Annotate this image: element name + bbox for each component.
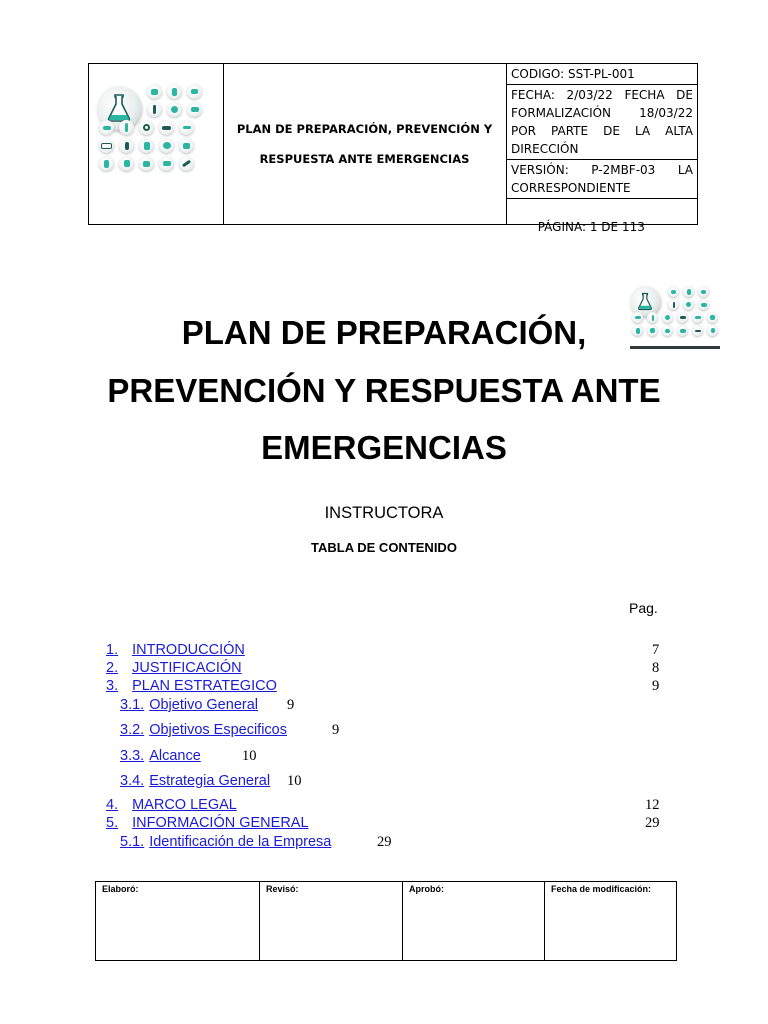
toc-item-number[interactable]: 3. xyxy=(106,678,119,694)
toc-item-page: 29 xyxy=(377,834,392,850)
medical-icon xyxy=(119,156,134,171)
toc-item-number[interactable]: 3.2. xyxy=(120,722,145,738)
toc-item-estrategia-general[interactable] xyxy=(120,772,270,790)
toc-item-label[interactable]: JUSTIFICACIÓN xyxy=(132,660,242,676)
elaboro-cell xyxy=(96,882,260,960)
document-code: CODIGO: SST-PL-001 xyxy=(507,64,697,85)
document-title-line1: PLAN DE PREPARACIÓN, xyxy=(181,314,587,351)
medical-icon xyxy=(698,286,709,297)
medical-icon xyxy=(683,299,694,310)
toc-item-objetivos-especificos[interactable] xyxy=(120,721,287,739)
medical-icon xyxy=(187,84,202,99)
header-logo-cell xyxy=(89,64,224,224)
reviso-label: Revisó: xyxy=(266,884,299,894)
toc-item-identificacion-empresa[interactable] xyxy=(120,833,331,851)
medical-icon xyxy=(159,120,174,135)
toc-item-number[interactable]: 3.1. xyxy=(120,697,145,713)
header-title-line2: RESPUESTA ANTE EMERGENCIAS xyxy=(259,152,470,166)
aprobo-label: Aprobó: xyxy=(409,884,444,894)
toc-item-page: 10 xyxy=(242,748,257,764)
toc-item-number[interactable]: 5.1. xyxy=(120,834,145,850)
medical-icon xyxy=(668,286,679,297)
reviso-cell xyxy=(260,882,403,960)
medical-icon xyxy=(99,138,114,153)
syringe-icon xyxy=(179,156,194,171)
medical-cross-icon xyxy=(179,120,194,135)
thermometer-icon xyxy=(147,102,162,117)
medical-icon xyxy=(187,102,202,117)
medical-icon xyxy=(139,156,154,171)
medical-icon xyxy=(139,138,154,153)
fecha-modificacion-cell xyxy=(545,882,676,960)
toc-item-label[interactable]: Alcance xyxy=(149,748,201,764)
document-version: VERSIÓN: P-2MBF-03 LA CORRESPONDIENTE xyxy=(507,160,697,199)
toc-item-label[interactable]: Objetivos Especificos xyxy=(149,722,287,738)
header-title xyxy=(223,64,507,224)
toc-heading: TABLA DE CONTENIDO xyxy=(311,540,457,555)
toc-item-label[interactable]: MARCO LEGAL xyxy=(132,797,237,813)
document-date: FECHA: 2/03/22 FECHA DE FORMALIZACIÓN 18/03/22 POR PARTE DE LA ALTA DIRECCIÓN xyxy=(507,85,697,160)
fecha-modificacion-label: Fecha de modificación: xyxy=(551,884,652,894)
medical-icon xyxy=(179,138,194,153)
toc-item-plan-estrategico[interactable] xyxy=(106,677,277,695)
toc-item-number[interactable]: 1. xyxy=(106,642,119,658)
toc-item-alcance[interactable] xyxy=(120,747,201,765)
document-header-table xyxy=(88,63,698,234)
toc-page-label: Pag. xyxy=(629,600,658,616)
medical-icon xyxy=(99,156,114,171)
toc-item-label[interactable]: INTRODUCCIÓN xyxy=(132,642,245,658)
medical-icon xyxy=(119,120,134,135)
stethoscope-icon xyxy=(139,120,154,135)
toc-item-number[interactable]: 3.4. xyxy=(120,773,145,789)
heart-icon xyxy=(159,138,174,153)
header-title-line1: PLAN DE PREPARACIÓN, PREVENCIÓN Y xyxy=(236,122,493,136)
document-subtitle: INSTRUCTORA xyxy=(324,504,444,522)
toc-item-marco-legal[interactable] xyxy=(106,796,237,814)
medical-icon xyxy=(683,286,694,297)
toc-item-label[interactable]: Estrategia General xyxy=(149,773,271,789)
toc-item-label[interactable]: Identificación de la Empresa xyxy=(149,834,332,850)
toc-item-label[interactable]: INFORMACIÓN GENERAL xyxy=(132,815,309,831)
toc-item-page: 12 xyxy=(645,797,660,813)
toc-item-number[interactable]: 3.3. xyxy=(120,748,145,764)
toc-item-justificacion[interactable] xyxy=(106,659,242,677)
toc-item-label[interactable]: Objetivo General xyxy=(149,697,258,713)
toc-item-page: 29 xyxy=(645,815,660,831)
medical-icon xyxy=(668,299,679,310)
toc-item-informacion-general[interactable] xyxy=(106,814,309,832)
document-page: PÁGINA: 1 DE 113 xyxy=(533,220,645,234)
medical-icon xyxy=(167,84,182,99)
toc-item-page: 9 xyxy=(332,722,340,738)
toc-item-page: 9 xyxy=(287,697,295,713)
elaboro-label: Elaboró: xyxy=(102,884,139,894)
company-logo xyxy=(95,82,215,190)
header-info xyxy=(507,64,697,234)
medical-icon xyxy=(159,156,174,171)
medical-icon xyxy=(119,138,134,153)
toc-item-label[interactable]: PLAN ESTRATEGICO xyxy=(132,678,277,694)
toc-item-number[interactable]: 4. xyxy=(106,797,119,813)
aprobo-cell xyxy=(403,882,545,960)
medical-icon xyxy=(167,102,182,117)
approval-table xyxy=(95,881,677,961)
medical-icon xyxy=(698,299,709,310)
toc-item-introduccion[interactable] xyxy=(106,641,245,659)
medical-icon xyxy=(147,84,162,99)
document-title-line2: PREVENCIÓN Y RESPUESTA ANTE xyxy=(107,372,661,409)
toc-item-number[interactable]: 5. xyxy=(106,815,119,831)
toc-item-page: 9 xyxy=(652,678,660,694)
document-title-line3: EMERGENCIAS xyxy=(261,429,507,466)
toc-item-page: 7 xyxy=(652,642,660,658)
toc-item-page: 8 xyxy=(652,660,660,676)
toc-item-number[interactable]: 2. xyxy=(106,660,119,676)
toc-item-page: 10 xyxy=(287,773,302,789)
toc-item-objetivo-general[interactable] xyxy=(120,696,258,714)
medical-icon xyxy=(99,120,114,135)
